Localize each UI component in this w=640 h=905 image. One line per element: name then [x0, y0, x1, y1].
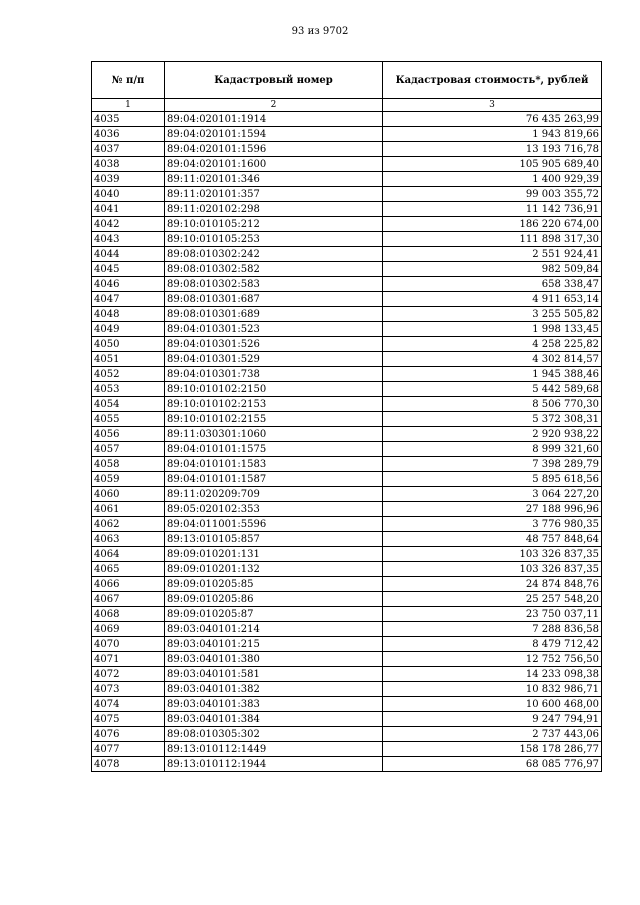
- cadastral-value-cell: 982 509,84: [383, 262, 602, 277]
- cadastral-number-cell: 89:13:010112:1449: [165, 742, 383, 757]
- cadastral-value-cell: 11 142 736,91: [383, 202, 602, 217]
- cadastral-table: [91, 61, 602, 772]
- cadastral-number-cell: 89:04:010301:529: [165, 352, 383, 367]
- row-number-cell: 4069: [92, 622, 165, 637]
- table-row: [92, 562, 602, 577]
- cadastral-value-cell: 1 400 929,39: [383, 172, 602, 187]
- cadastral-value-cell: 1 998 133,45: [383, 322, 602, 337]
- column-number-row: [92, 99, 602, 112]
- row-number-cell: 4061: [92, 502, 165, 517]
- column-header-cadastral-number: Кадастровый номер: [165, 62, 383, 99]
- row-number-cell: 4056: [92, 427, 165, 442]
- cadastral-number-cell: 89:10:010105:212: [165, 217, 383, 232]
- row-number-cell: 4078: [92, 757, 165, 772]
- row-number-cell: 4052: [92, 367, 165, 382]
- row-number-cell: 4054: [92, 397, 165, 412]
- row-number-cell: 4064: [92, 547, 165, 562]
- row-number-cell: 4036: [92, 127, 165, 142]
- cadastral-number-cell: 89:03:040101:581: [165, 667, 383, 682]
- column-header-cadastral-value: Кадастровая стоимость*, рублей: [383, 62, 602, 99]
- cadastral-number-cell: 89:10:010102:2155: [165, 412, 383, 427]
- cadastral-value-cell: 4 911 653,14: [383, 292, 602, 307]
- table-row: [92, 727, 602, 742]
- cadastral-value-cell: 8 506 770,30: [383, 397, 602, 412]
- cadastral-number-cell: 89:08:010302:582: [165, 262, 383, 277]
- cadastral-number-cell: 89:04:020101:1596: [165, 142, 383, 157]
- cadastral-number-cell: 89:04:010101:1575: [165, 442, 383, 457]
- cadastral-number-cell: 89:08:010305:302: [165, 727, 383, 742]
- cadastral-number-cell: 89:11:020209:709: [165, 487, 383, 502]
- cadastral-value-cell: 158 178 286,77: [383, 742, 602, 757]
- table-row: [92, 532, 602, 547]
- row-number-cell: 4043: [92, 232, 165, 247]
- table-row: [92, 247, 602, 262]
- table-body: [92, 112, 602, 772]
- row-number-cell: 4042: [92, 217, 165, 232]
- column-header-number: № п/п: [92, 62, 165, 99]
- row-number-cell: 4071: [92, 652, 165, 667]
- cadastral-value-cell: 25 257 548,20: [383, 592, 602, 607]
- cadastral-number-cell: 89:10:010105:253: [165, 232, 383, 247]
- row-number-cell: 4039: [92, 172, 165, 187]
- table-row: [92, 547, 602, 562]
- row-number-cell: 4041: [92, 202, 165, 217]
- row-number-cell: 4065: [92, 562, 165, 577]
- cadastral-value-cell: 105 905 689,40: [383, 157, 602, 172]
- table-row: [92, 742, 602, 757]
- cadastral-value-cell: 103 326 837,35: [383, 562, 602, 577]
- row-number-cell: 4076: [92, 727, 165, 742]
- cadastral-value-cell: 14 233 098,38: [383, 667, 602, 682]
- row-number-cell: 4055: [92, 412, 165, 427]
- cadastral-number-cell: 89:03:040101:383: [165, 697, 383, 712]
- table-row: [92, 382, 602, 397]
- cadastral-number-cell: 89:09:010201:131: [165, 547, 383, 562]
- cadastral-number-cell: 89:11:030301:1060: [165, 427, 383, 442]
- row-number-cell: 4038: [92, 157, 165, 172]
- table-row: [92, 292, 602, 307]
- cadastral-number-cell: 89:11:020101:346: [165, 172, 383, 187]
- column-number-3: 3: [383, 99, 602, 112]
- row-number-cell: 4077: [92, 742, 165, 757]
- cadastral-value-cell: 2 737 443,06: [383, 727, 602, 742]
- table-row: [92, 487, 602, 502]
- cadastral-number-cell: 89:13:010105:857: [165, 532, 383, 547]
- cadastral-value-cell: 7 398 289,79: [383, 457, 602, 472]
- cadastral-value-cell: 658 338,47: [383, 277, 602, 292]
- row-number-cell: 4066: [92, 577, 165, 592]
- table-header-row: [92, 62, 602, 99]
- cadastral-value-cell: 48 757 848,64: [383, 532, 602, 547]
- cadastral-value-cell: 13 193 716,78: [383, 142, 602, 157]
- row-number-cell: 4067: [92, 592, 165, 607]
- table-row: [92, 577, 602, 592]
- table-row: [92, 412, 602, 427]
- table-row: [92, 592, 602, 607]
- table-row: [92, 277, 602, 292]
- cadastral-number-cell: 89:11:020102:298: [165, 202, 383, 217]
- table-row: [92, 322, 602, 337]
- cadastral-number-cell: 89:03:040101:382: [165, 682, 383, 697]
- row-number-cell: 4037: [92, 142, 165, 157]
- cadastral-number-cell: 89:04:010301:523: [165, 322, 383, 337]
- row-number-cell: 4051: [92, 352, 165, 367]
- table-row: [92, 457, 602, 472]
- cadastral-value-cell: 9 247 794,91: [383, 712, 602, 727]
- cadastral-number-cell: 89:03:040101:215: [165, 637, 383, 652]
- row-number-cell: 4045: [92, 262, 165, 277]
- cadastral-number-cell: 89:04:010301:738: [165, 367, 383, 382]
- cadastral-number-cell: 89:04:011001:5596: [165, 517, 383, 532]
- cadastral-value-cell: 5 442 589,68: [383, 382, 602, 397]
- cadastral-value-cell: 8 999 321,60: [383, 442, 602, 457]
- cadastral-value-cell: 4 302 814,57: [383, 352, 602, 367]
- cadastral-value-cell: 10 600 468,00: [383, 697, 602, 712]
- table-row: [92, 217, 602, 232]
- table-row: [92, 262, 602, 277]
- cadastral-number-cell: 89:10:010102:2153: [165, 397, 383, 412]
- cadastral-number-cell: 89:04:020101:1600: [165, 157, 383, 172]
- table-row: [92, 682, 602, 697]
- cadastral-value-cell: 2 920 938,22: [383, 427, 602, 442]
- table-row: [92, 142, 602, 157]
- row-number-cell: 4059: [92, 472, 165, 487]
- row-number-cell: 4046: [92, 277, 165, 292]
- cadastral-number-cell: 89:04:010301:526: [165, 337, 383, 352]
- cadastral-value-cell: 3 776 980,35: [383, 517, 602, 532]
- cadastral-number-cell: 89:08:010302:242: [165, 247, 383, 262]
- cadastral-value-cell: 7 288 836,58: [383, 622, 602, 637]
- table-row: [92, 187, 602, 202]
- table-row: [92, 667, 602, 682]
- cadastral-number-cell: 89:09:010205:85: [165, 577, 383, 592]
- cadastral-value-cell: 2 551 924,41: [383, 247, 602, 262]
- row-number-cell: 4073: [92, 682, 165, 697]
- page-number-header: 93 из 9702: [291, 26, 349, 37]
- row-number-cell: 4074: [92, 697, 165, 712]
- table-row: [92, 352, 602, 367]
- cadastral-number-cell: 89:11:020101:357: [165, 187, 383, 202]
- cadastral-value-cell: 111 898 317,30: [383, 232, 602, 247]
- table-row: [92, 367, 602, 382]
- cadastral-value-cell: 10 832 986,71: [383, 682, 602, 697]
- cadastral-number-cell: 89:05:020102:353: [165, 502, 383, 517]
- table-row: [92, 172, 602, 187]
- row-number-cell: 4072: [92, 667, 165, 682]
- table-row: [92, 637, 602, 652]
- table-row: [92, 232, 602, 247]
- cadastral-value-cell: 23 750 037,11: [383, 607, 602, 622]
- row-number-cell: 4058: [92, 457, 165, 472]
- row-number-cell: 4075: [92, 712, 165, 727]
- cadastral-value-cell: 24 874 848,76: [383, 577, 602, 592]
- cadastral-number-cell: 89:04:010101:1583: [165, 457, 383, 472]
- table-row: [92, 337, 602, 352]
- table-row: [92, 202, 602, 217]
- table-row: [92, 622, 602, 637]
- cadastral-number-cell: 89:04:010101:1587: [165, 472, 383, 487]
- cadastral-value-cell: 68 085 776,97: [383, 757, 602, 772]
- table-row: [92, 502, 602, 517]
- table-row: [92, 112, 602, 127]
- row-number-cell: 4049: [92, 322, 165, 337]
- row-number-cell: 4070: [92, 637, 165, 652]
- cadastral-value-cell: 1 945 388,46: [383, 367, 602, 382]
- cadastral-value-cell: 12 752 756,50: [383, 652, 602, 667]
- table-row: [92, 712, 602, 727]
- row-number-cell: 4053: [92, 382, 165, 397]
- table-row: [92, 697, 602, 712]
- cadastral-value-cell: 103 326 837,35: [383, 547, 602, 562]
- table-row: [92, 757, 602, 772]
- cadastral-number-cell: 89:10:010102:2150: [165, 382, 383, 397]
- row-number-cell: 4068: [92, 607, 165, 622]
- cadastral-number-cell: 89:09:010205:86: [165, 592, 383, 607]
- table-row: [92, 397, 602, 412]
- cadastral-number-cell: 89:08:010301:687: [165, 292, 383, 307]
- table-row: [92, 652, 602, 667]
- row-number-cell: 4063: [92, 532, 165, 547]
- cadastral-value-cell: 186 220 674,00: [383, 217, 602, 232]
- row-number-cell: 4048: [92, 307, 165, 322]
- table-row: [92, 427, 602, 442]
- table-row: [92, 607, 602, 622]
- cadastral-number-cell: 89:08:010301:689: [165, 307, 383, 322]
- cadastral-number-cell: 89:04:020101:1914: [165, 112, 383, 127]
- cadastral-value-cell: 4 258 225,82: [383, 337, 602, 352]
- cadastral-value-cell: 76 435 263,99: [383, 112, 602, 127]
- table-row: [92, 127, 602, 142]
- cadastral-value-cell: 5 372 308,31: [383, 412, 602, 427]
- row-number-cell: 4047: [92, 292, 165, 307]
- cadastral-number-cell: 89:03:040101:380: [165, 652, 383, 667]
- cadastral-value-cell: 99 003 355,72: [383, 187, 602, 202]
- cadastral-number-cell: 89:13:010112:1944: [165, 757, 383, 772]
- row-number-cell: 4057: [92, 442, 165, 457]
- column-number-2: 2: [165, 99, 383, 112]
- cadastral-number-cell: 89:04:020101:1594: [165, 127, 383, 142]
- cadastral-number-cell: 89:03:040101:384: [165, 712, 383, 727]
- table-row: [92, 517, 602, 532]
- row-number-cell: 4044: [92, 247, 165, 262]
- cadastral-value-cell: 8 479 712,42: [383, 637, 602, 652]
- column-number-1: 1: [92, 99, 165, 112]
- cadastral-value-cell: 3 255 505,82: [383, 307, 602, 322]
- table-row: [92, 472, 602, 487]
- cadastral-number-cell: 89:08:010302:583: [165, 277, 383, 292]
- cadastral-number-cell: 89:09:010205:87: [165, 607, 383, 622]
- row-number-cell: 4040: [92, 187, 165, 202]
- table-row: [92, 442, 602, 457]
- row-number-cell: 4060: [92, 487, 165, 502]
- cadastral-number-cell: 89:03:040101:214: [165, 622, 383, 637]
- row-number-cell: 4035: [92, 112, 165, 127]
- cadastral-value-cell: 3 064 227,20: [383, 487, 602, 502]
- row-number-cell: 4062: [92, 517, 165, 532]
- cadastral-value-cell: 27 188 996,96: [383, 502, 602, 517]
- table-row: [92, 307, 602, 322]
- cadastral-value-cell: 1 943 819,66: [383, 127, 602, 142]
- cadastral-number-cell: 89:09:010201:132: [165, 562, 383, 577]
- cadastral-value-cell: 5 895 618,56: [383, 472, 602, 487]
- row-number-cell: 4050: [92, 337, 165, 352]
- table-row: [92, 157, 602, 172]
